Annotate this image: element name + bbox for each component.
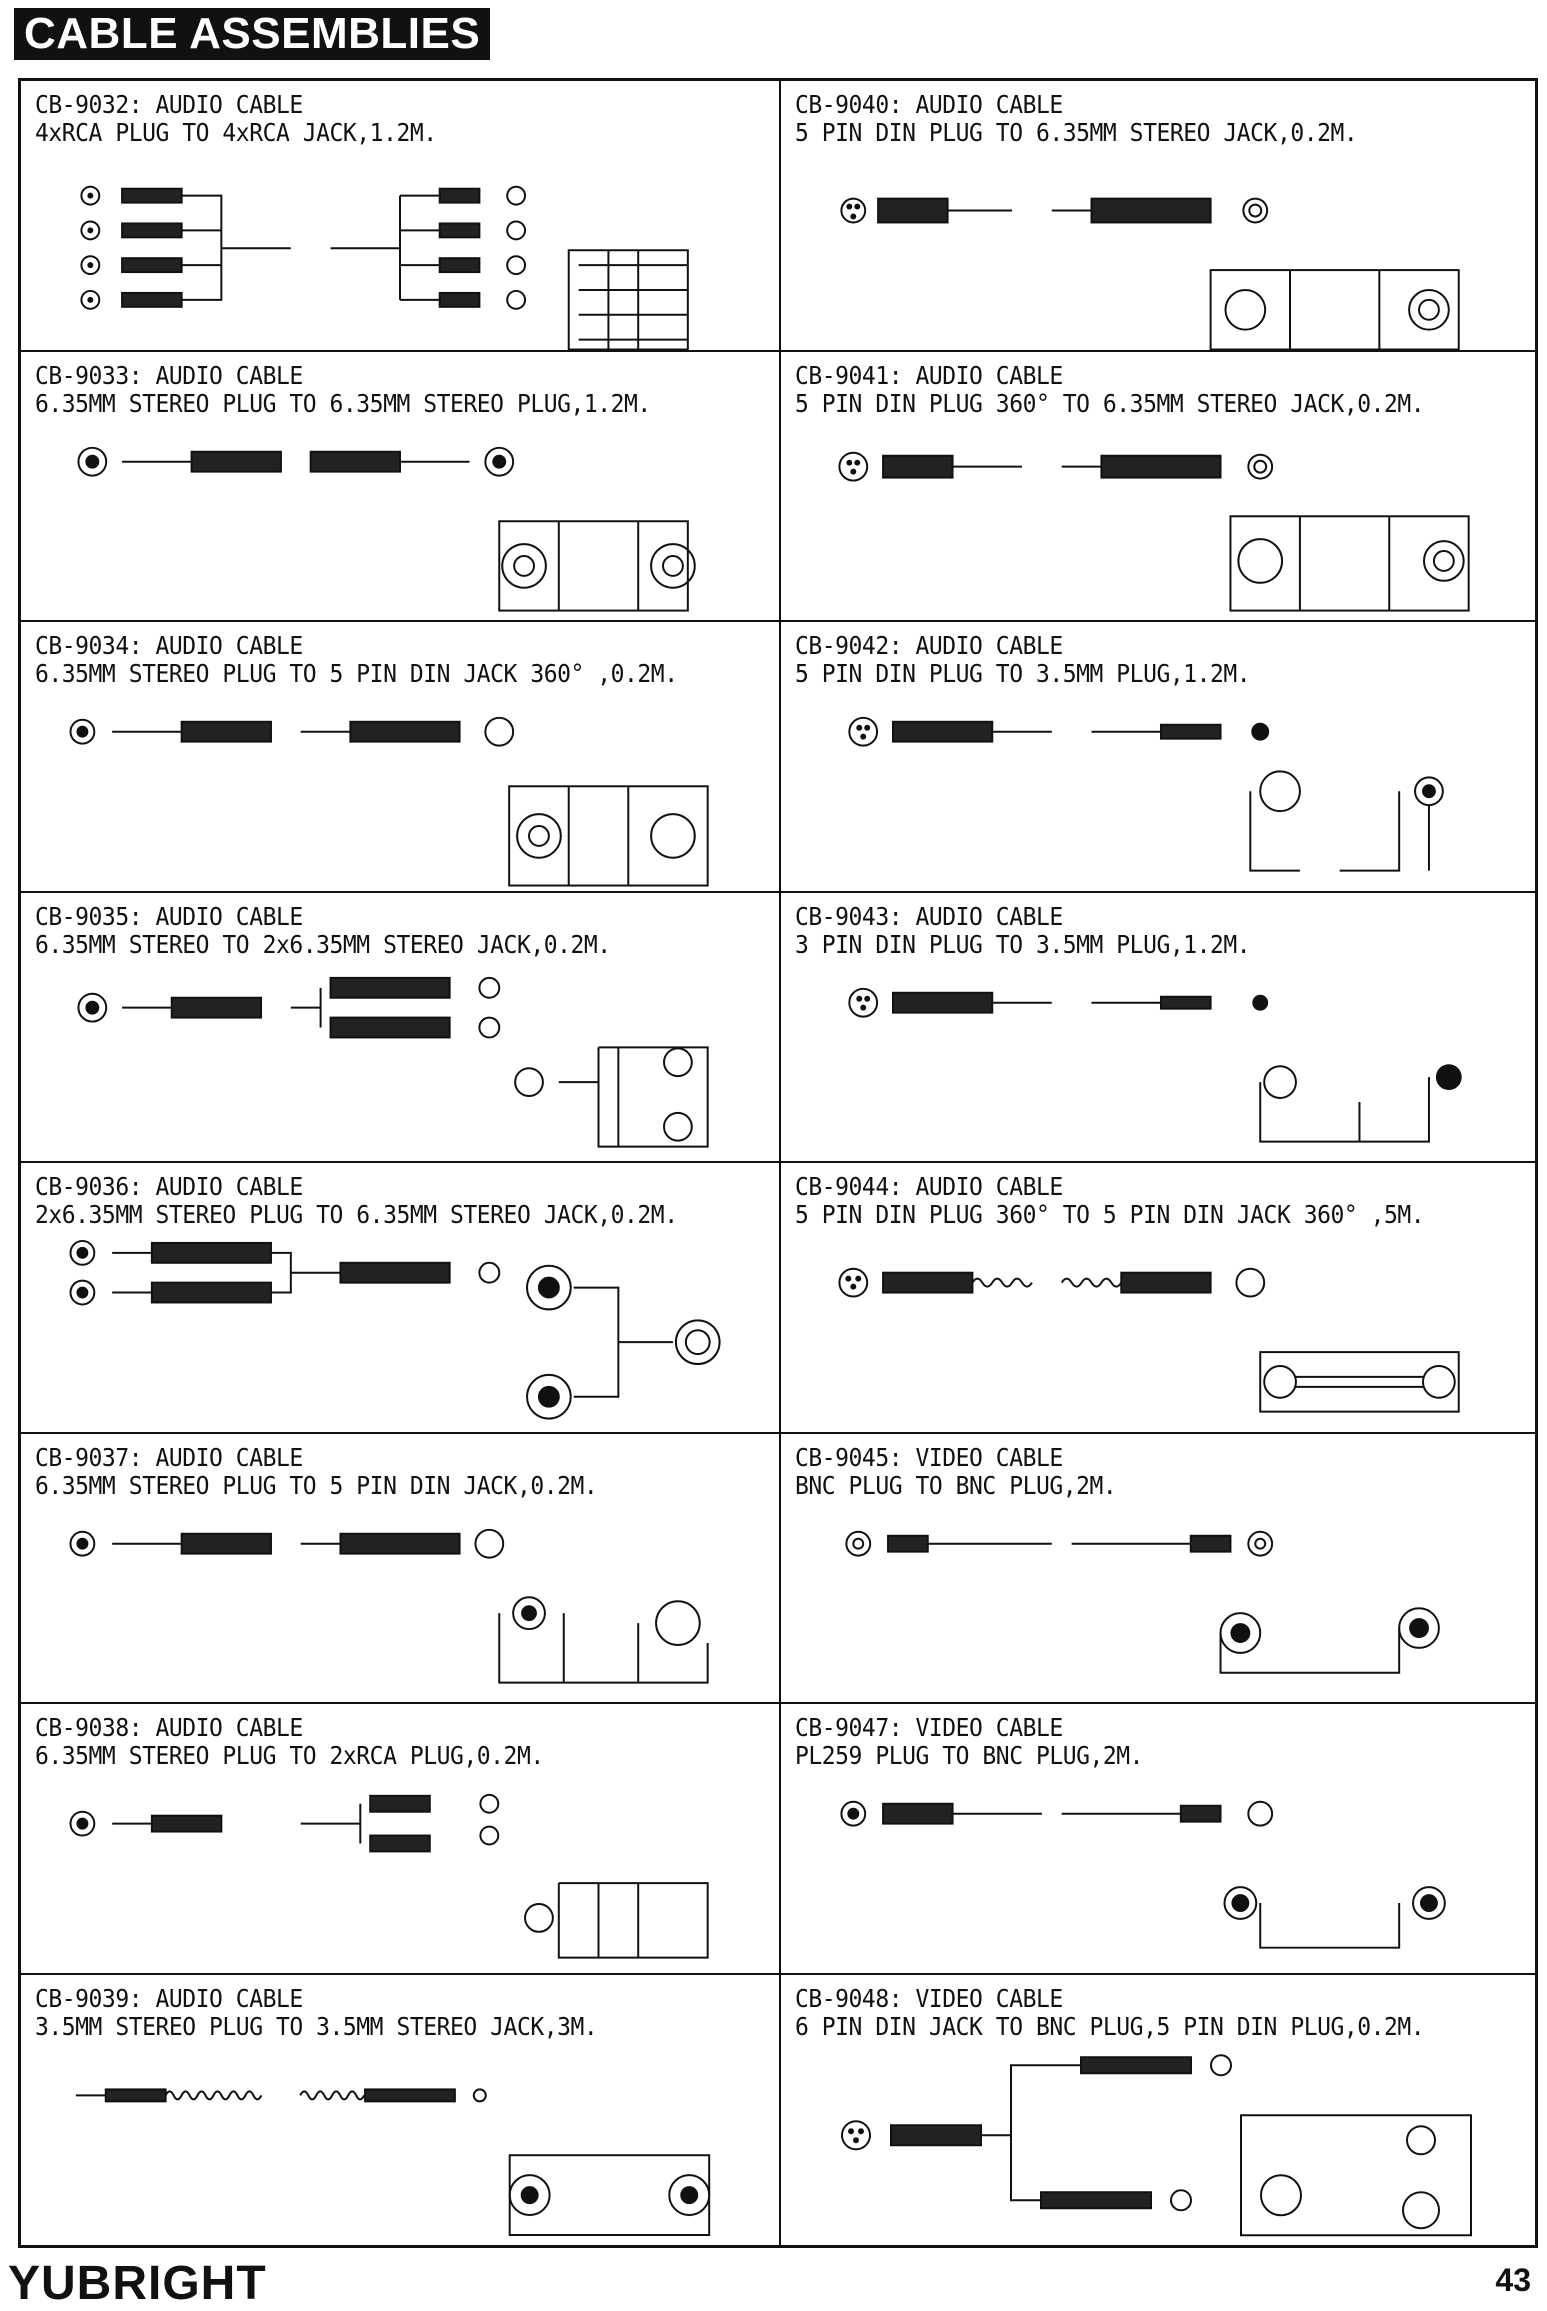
cable-entry (21, 1704, 781, 1975)
cable-catalog-grid (18, 78, 1538, 2248)
cable-diagram (781, 1504, 1535, 1703)
cable-entry (21, 81, 781, 352)
cable-diagram (781, 963, 1535, 1162)
cable-description: 2x6.35MM STEREO PLUG TO 6.35MM STEREO JACK,0.2M. (35, 1200, 678, 1229)
cable-diagram (781, 692, 1535, 891)
cable-code: CB-9033: AUDIO CABLE (35, 360, 303, 390)
cable-code: CB-9040: AUDIO CABLE (795, 90, 1063, 119)
cable-description: 6.35MM STEREO PLUG TO 6.35MM STEREO PLUG,1.2M. (35, 388, 651, 418)
cable-description: 6.35MM STEREO TO 2x6.35MM STEREO JACK,0.2M. (35, 929, 611, 959)
cable-code: CB-9038: AUDIO CABLE (35, 1713, 303, 1742)
cable-code: CB-9034: AUDIO CABLE (35, 631, 303, 660)
cable-description: 3 PIN DIN PLUG TO 3.5MM PLUG,1.2M. (795, 929, 1251, 959)
cable-entry (781, 893, 1535, 1164)
cable-description: 3.5MM STEREO PLUG TO 3.5MM STEREO JACK,3M. (35, 2011, 598, 2041)
cable-code: CB-9043: AUDIO CABLE (795, 901, 1063, 931)
cable-entry (21, 352, 781, 623)
cable-diagram (21, 1233, 779, 1432)
cable-entry (781, 1975, 1535, 2246)
cable-description: PL259 PLUG TO BNC PLUG,2M. (795, 1741, 1144, 1770)
cable-description: BNC PLUG TO BNC PLUG,2M. (795, 1470, 1117, 1500)
cable-entry (21, 1163, 781, 1434)
cable-code: CB-9032: AUDIO CABLE (35, 90, 303, 119)
cable-code: CB-9042: AUDIO CABLE (795, 631, 1063, 660)
cable-entry (21, 893, 781, 1164)
cable-diagram (21, 2045, 779, 2246)
cable-description: 5 PIN DIN PLUG 360° TO 5 PIN DIN JACK 360° ,5M. (795, 1200, 1425, 1229)
cable-diagram (21, 692, 779, 891)
cable-entry (781, 622, 1535, 893)
cable-code: CB-9045: VIDEO CABLE (795, 1442, 1063, 1472)
cable-diagram (21, 1504, 779, 1703)
cable-diagram (781, 422, 1535, 621)
cable-code: CB-9035: AUDIO CABLE (35, 901, 303, 931)
cable-entry (781, 1163, 1535, 1434)
cable-code: CB-9039: AUDIO CABLE (35, 1983, 303, 2013)
cable-entry (21, 622, 781, 893)
cable-entry (781, 1704, 1535, 1975)
cable-description: 6 PIN DIN JACK TO BNC PLUG,5 PIN DIN PLUG,0.2M. (795, 2011, 1425, 2041)
cable-diagram (781, 2045, 1535, 2246)
cable-entry (781, 1434, 1535, 1705)
cable-description: 6.35MM STEREO PLUG TO 2xRCA PLUG,0.2M. (35, 1741, 544, 1770)
cable-description: 5 PIN DIN PLUG TO 6.35MM STEREO JACK,0.2M. (795, 118, 1358, 147)
cable-diagram (21, 1774, 779, 1973)
cable-entry (21, 1975, 781, 2246)
cable-diagram (781, 1774, 1535, 1973)
cable-diagram (781, 151, 1535, 350)
brand-logo: YUBRIGHT (8, 2257, 267, 2310)
cable-code: CB-9036: AUDIO CABLE (35, 1172, 303, 1201)
cable-diagram (21, 151, 779, 350)
cable-entry (781, 352, 1535, 623)
cable-description: 5 PIN DIN PLUG TO 3.5MM PLUG,1.2M. (795, 659, 1251, 688)
cable-description: 6.35MM STEREO PLUG TO 5 PIN DIN JACK,0.2M. (35, 1470, 598, 1500)
cable-entry (21, 1434, 781, 1705)
cable-code: CB-9047: VIDEO CABLE (795, 1713, 1063, 1742)
cable-code: CB-9037: AUDIO CABLE (35, 1442, 303, 1472)
page-number: 43 (1495, 2262, 1531, 2298)
page-title: CABLE ASSEMBLIES (14, 8, 490, 60)
cable-code: CB-9048: VIDEO CABLE (795, 1983, 1063, 2013)
cable-description: 4xRCA PLUG TO 4xRCA JACK,1.2M. (35, 118, 437, 147)
cable-diagram (21, 422, 779, 621)
cable-code: CB-9041: AUDIO CABLE (795, 360, 1063, 390)
cable-description: 5 PIN DIN PLUG 360° TO 6.35MM STEREO JACK,0.2M. (795, 388, 1425, 418)
cable-code: CB-9044: AUDIO CABLE (795, 1172, 1063, 1201)
cable-diagram (781, 1233, 1535, 1432)
cable-description: 6.35MM STEREO PLUG TO 5 PIN DIN JACK 360° ,0.2M. (35, 659, 678, 688)
cable-entry (781, 81, 1535, 352)
cable-diagram (21, 963, 779, 1162)
